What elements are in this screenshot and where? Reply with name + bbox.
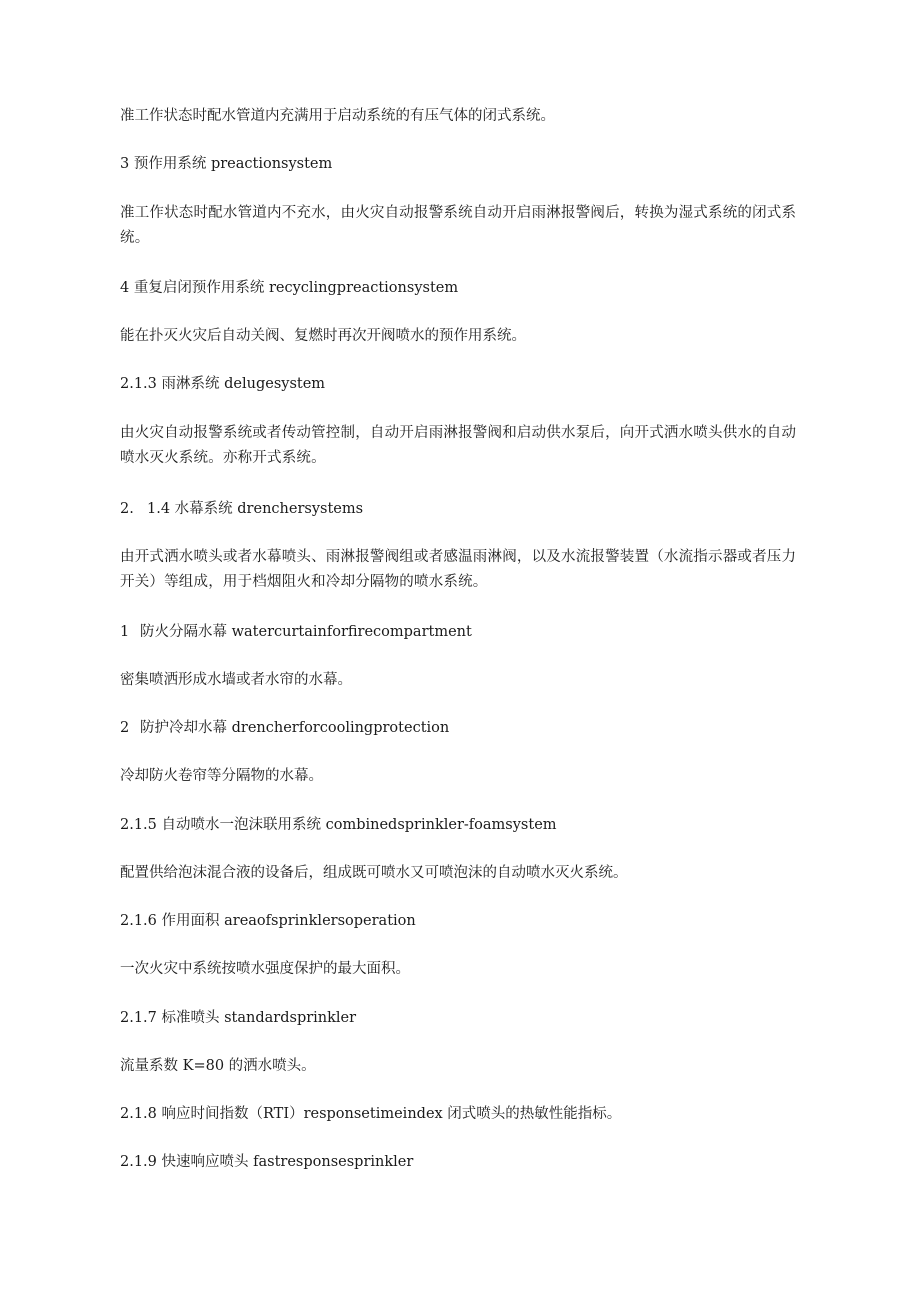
heading-recycling-preaction-system: 4 重复启闭预作用系统 recyclingpreactionsystem: [120, 280, 459, 296]
heading-standard-sprinkler: 2.1.7 标准喷头 standardsprinkler: [120, 1010, 357, 1026]
heading-preaction-system: 3 预作用系统 preactionsystem: [120, 156, 333, 172]
heading-operation-area: 2.1.6 作用面积 areaofsprinklersoperation: [120, 913, 416, 929]
paragraph-deluge-system: 由火灾自动报警系统或者传动管控制，自动开启雨淋报警阀和启动供水泵后，向开式洒水喷头供水的自动喷水灭火系统。亦称开式系统。: [120, 425, 797, 466]
heading-fast-response-sprinkler: 2.1.9 快速响应喷头 fastresponsesprinkler: [120, 1154, 414, 1170]
heading-water-curtain-text: 防火分隔水幕 watercurtainforfirecompartment: [140, 624, 472, 640]
heading-cooling-drencher-number: 2: [120, 720, 130, 736]
paragraph-recycling-preaction-system: 能在扑灭火灾后自动关阀、复燃时再次开阀喷水的预作用系统。: [120, 328, 526, 344]
paragraph-preaction-system: 准工作状态时配水管道内不充水，由火灾自动报警系统自动开启雨淋报警阀后，转换为湿式系统的闭式系统。: [120, 205, 797, 246]
paragraph-standard-sprinkler: 流量系数 K=80 的洒水喷头。: [120, 1058, 316, 1074]
paragraph-closed-system-tail: 准工作状态时配水管道内充满用于启动系统的有压气体的闭式系统。: [120, 108, 555, 124]
heading-water-curtain: [120, 620, 810, 644]
paragraph-cooling-drencher: 冷却防火卷帘等分隔物的水幕。: [120, 768, 323, 784]
heading-sprinkler-foam-system: 2.1.5 自动喷水一泡沫联用系统 combinedsprinkler-foamsystem: [120, 817, 557, 833]
heading-drencher-number: 2.: [120, 501, 134, 517]
paragraph-sprinkler-foam-system: 配置供给泡沫混合液的设备后，组成既可喷水又可喷泡沫的自动喷水灭火系统。: [120, 865, 628, 881]
heading-cooling-drencher: [120, 716, 810, 740]
paragraph-drencher-systems: 由开式洒水喷头或者水幕喷头、雨淋报警阀组或者感温雨淋阀，以及水流报警装置（水流指示器或者压力开关）等组成，用于档烟阻火和冷却分隔物的喷水系统。: [120, 549, 797, 590]
paragraph-water-curtain: 密集喷洒形成水墙或者水帘的水幕。: [120, 672, 352, 688]
heading-deluge-system: 2.1.3 雨淋系统 delugesystem: [120, 376, 326, 392]
heading-drencher-text: 1.4 水幕系统 drenchersystems: [147, 501, 364, 517]
heading-cooling-drencher-text: 防护冷却水幕 drencherforcoolingprotection: [140, 720, 450, 736]
heading-response-time-index: 2.1.8 响应时间指数（RTI）responsetimeindex 闭式喷头的热敏性能指标。: [120, 1106, 622, 1122]
heading-water-curtain-number: 1: [120, 624, 130, 640]
paragraph-operation-area: 一次火灾中系统按喷水强度保护的最大面积。: [120, 961, 410, 977]
heading-drencher-systems: [120, 497, 810, 521]
